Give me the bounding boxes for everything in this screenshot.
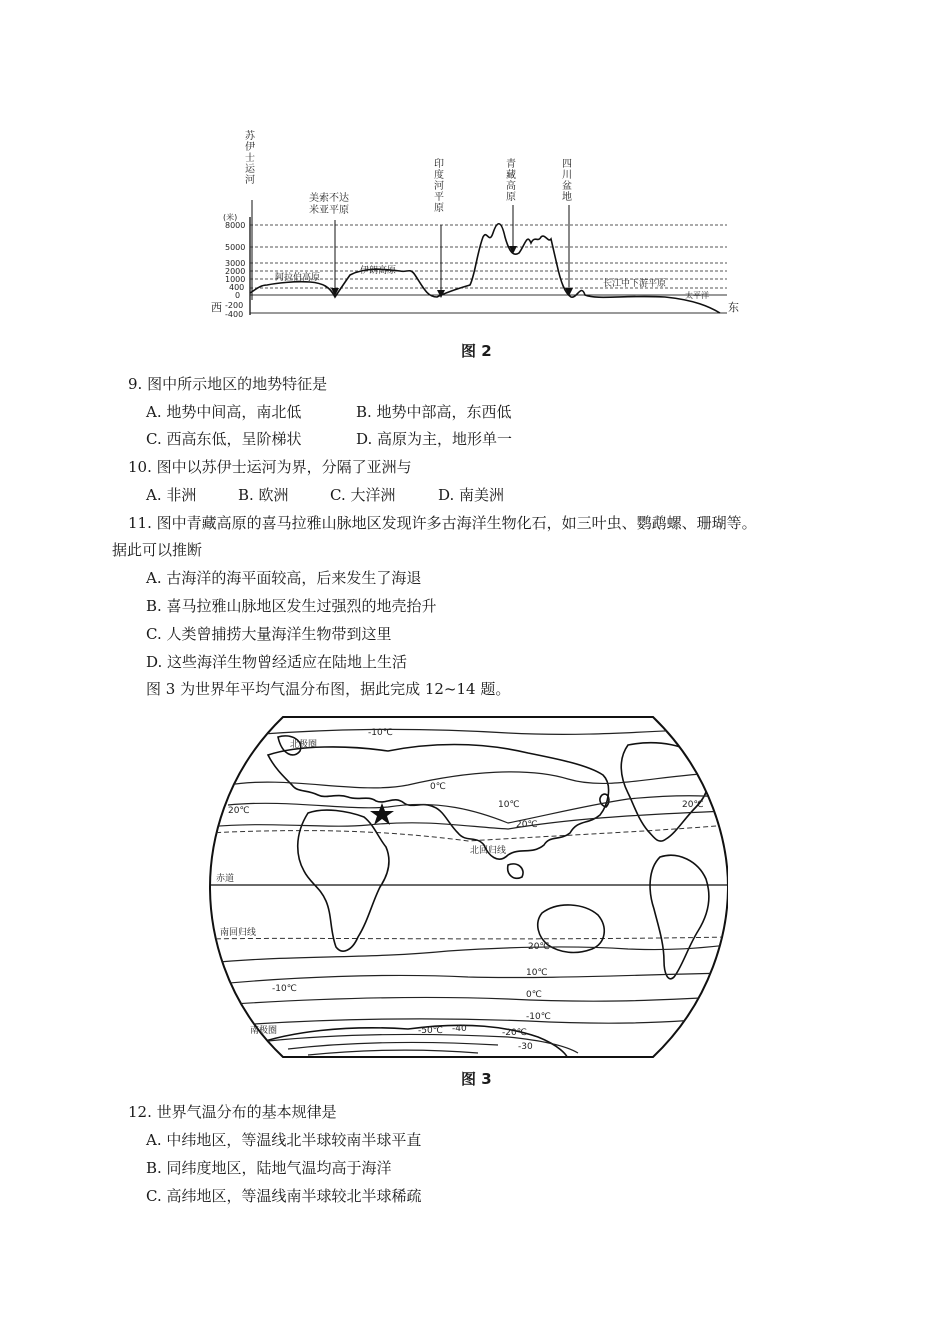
y-tick-3000: 3000 xyxy=(225,259,246,268)
label-antarctic-circle: 南极圈 xyxy=(250,1026,278,1036)
label-suez: 苏伊士运河 xyxy=(245,131,255,186)
q9-options-row2 xyxy=(146,429,512,449)
q10-stem: 10. 图中以苏伊士运河为界，分隔了亚洲与 xyxy=(128,458,412,476)
y-tick-1000: 1000 xyxy=(225,275,246,284)
q10-options xyxy=(146,485,504,505)
q10-option-b[interactable]: B. 欧洲 xyxy=(238,486,289,504)
q11-option-c[interactable]: C. 人类曾捕捞大量海洋生物带到这里 xyxy=(146,625,392,643)
q10-option-d[interactable]: D. 南美洲 xyxy=(438,486,505,504)
isotherm-label-m20: -20℃ xyxy=(502,1028,527,1038)
isotherm-label-10-south: 10℃ xyxy=(526,968,548,978)
q11-option-d[interactable]: D. 这些海洋生物曾经适应在陆地上生活 xyxy=(146,653,408,671)
label-mesopotamia-2: 米亚平原 xyxy=(309,205,349,216)
label-yangtze: 长江中下游平原 xyxy=(603,279,667,289)
y-tick-minus400: -400 xyxy=(225,310,244,319)
q9-option-d[interactable]: D. 高原为主，地形单一 xyxy=(356,430,513,448)
label-equator: 赤道 xyxy=(216,874,235,884)
figure3-caption: 图 3 xyxy=(461,1070,492,1088)
label-pacific: 太平洋 xyxy=(685,291,709,300)
label-iran: 伊朗高原 xyxy=(360,266,397,276)
label-indus: 印度河平原 xyxy=(434,159,444,214)
y-tick-400: 400 xyxy=(229,283,245,292)
q9-option-c[interactable]: C. 西高东低，呈阶梯状 xyxy=(146,430,302,448)
label-sichuan: 四川盆地 xyxy=(562,159,572,203)
q12-stem: 12. 世界气温分布的基本规律是 xyxy=(128,1103,337,1121)
isotherm-label-20-west: 20℃ xyxy=(228,806,250,816)
isotherm-label-m30: -30 xyxy=(518,1042,533,1052)
label-arctic-circle: 北极圈 xyxy=(290,740,318,750)
isotherm-label-m50: -50℃ xyxy=(418,1026,443,1036)
label-mesopotamia-1: 美索不达 xyxy=(309,193,349,204)
q9-stem: 9. 图中所示地区的地势特征是 xyxy=(128,375,328,393)
y-tick-minus200: -200 xyxy=(225,301,244,310)
y-tick-0: 0 xyxy=(235,291,241,300)
label-arabia: 阿拉伯高原 xyxy=(275,273,321,283)
isotherm-label-m10-south-east: -10℃ xyxy=(526,1012,551,1022)
y-tick-5000: 5000 xyxy=(225,243,246,252)
q11-stem-line2: 据此可以推断 xyxy=(112,541,203,559)
q11-stem-line1: 11. 图中青藏高原的喜马拉雅山脉地区发现许多古海洋生物化石，如三叶虫、鹦鹉螺、珊瑚等。 xyxy=(128,514,757,532)
label-tibet: 青藏高原 xyxy=(506,159,516,203)
isotherm-label-m40: -40 xyxy=(452,1024,467,1034)
y-tick-2000: 2000 xyxy=(225,267,246,276)
q11-option-b[interactable]: B. 喜马拉雅山脉地区发生过强烈的地壳抬升 xyxy=(146,597,437,615)
label-tropic-capricorn: 南回归线 xyxy=(220,928,257,938)
unit-label: (米) xyxy=(223,213,238,222)
q12-option-c[interactable]: C. 高纬地区，等温线南半球较北半球稀疏 xyxy=(146,1187,422,1205)
terrain-profile-figure xyxy=(205,125,750,325)
east-label: 东 xyxy=(728,301,739,314)
isotherm-label-m10-north: -10℃ xyxy=(368,728,393,738)
isotherm-label-m10-south: -10℃ xyxy=(272,984,297,994)
world-temperature-map xyxy=(208,715,728,1060)
label-tropic-cancer: 北回归线 xyxy=(470,846,507,856)
figure3-intro: 图 3 为世界年平均气温分布图，据此完成 12~14 题。 xyxy=(146,680,511,698)
q10-option-c[interactable]: C. 大洋洲 xyxy=(330,486,396,504)
q12-option-a[interactable]: A. 中纬地区，等温线北半球较南半球平直 xyxy=(146,1131,422,1149)
q9-option-b[interactable]: B. 地势中部高，东西低 xyxy=(356,403,512,421)
q11-option-a[interactable]: A. 古海洋的海平面较高，后来发生了海退 xyxy=(146,569,422,587)
isotherm-label-20-north: 20℃ xyxy=(516,820,538,830)
isotherm-label-20-south: 20℃ xyxy=(528,942,550,952)
figure2-caption: 图 2 xyxy=(461,342,492,360)
isotherm-label-0-south: 0℃ xyxy=(526,990,542,1000)
q10-option-a[interactable]: A. 非洲 xyxy=(146,486,197,504)
terrain-profile-line xyxy=(250,224,720,313)
west-label: 西 xyxy=(211,301,222,314)
q12-option-b[interactable]: B. 同纬度地区，陆地气温均高于海洋 xyxy=(146,1159,392,1177)
isotherm-label-10-north: 10℃ xyxy=(498,800,520,810)
isotherm-label-0-north: 0℃ xyxy=(430,782,446,792)
isotherm-label-20-east: 20℃ xyxy=(682,800,704,810)
q9-options-row1 xyxy=(146,402,512,422)
q9-option-a[interactable]: A. 地势中间高，南北低 xyxy=(146,403,302,421)
y-tick-8000: 8000 xyxy=(225,221,246,230)
y-tick-labels xyxy=(223,212,245,319)
